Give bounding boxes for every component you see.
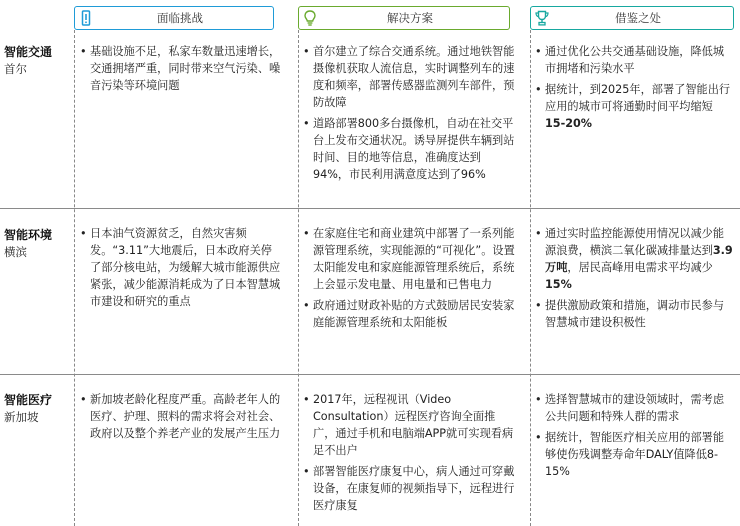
challenges-cell — [80, 225, 282, 314]
list-item: • 基础设施不足，私家车数量迅速增长，交通拥堵严重，同时带来空气污染、噪音污染等环境问题 — [80, 43, 282, 94]
list-item: • 日本油气资源贫乏，自然灾害频发。“3.11”大地震后，日本政府关停了部分核电站，为缓解大城市能源供应紧张，减少能源消耗成为了日本智慧城市建设和研究的重点 — [80, 225, 282, 310]
list-item-text: 选择智慧城市的建设领域时，需考虑公共问题和特殊人群的需求 — [545, 393, 725, 423]
lessons-cell — [535, 391, 733, 484]
list-item-text: 通过优化公共交通基础设施，降低城市拥堵和污染水平 — [545, 45, 725, 75]
row-divider — [0, 208, 740, 209]
row-title: 智能环境 — [4, 228, 53, 242]
row-city: 横滨 — [4, 245, 27, 259]
row-label-smart-transport — [4, 44, 52, 78]
highlight-value: 15-20% — [545, 117, 592, 130]
header-lessons — [530, 6, 734, 30]
lessons-cell — [535, 225, 733, 335]
exclamation-icon — [75, 7, 97, 29]
list-item — [535, 225, 733, 293]
list-item-text: 据统计，智能医疗相关应用的部署能够使伤残调整寿命年DALY值降低8-15% — [545, 431, 725, 478]
header-solutions-label: 解决方案 — [387, 11, 433, 25]
list-item — [535, 391, 733, 425]
challenges-cell — [80, 391, 282, 446]
solutions-cell — [303, 43, 515, 187]
list-item-text: 据统计，到2025年，部署了智能出行应用的城市可将通勤时间平均缩短 — [545, 83, 731, 113]
header-challenges-label: 面临挑战 — [157, 11, 203, 25]
row-city: 新加坡 — [4, 410, 39, 424]
list-item-text: 提供激励政策和措施，调动市民参与智慧城市建设积极性 — [545, 299, 725, 329]
list-item: • 新加坡老龄化程度严重。高龄老年人的医疗、护理、照料的需求将会对社会、政府以及整个养老产业的发展产生压力 — [80, 391, 282, 442]
list-item: • 政府通过财政补贴的方式鼓励居民安装家庭能源管理系统和太阳能板 — [303, 297, 515, 331]
list-item: • 在家庭住宅和商业建筑中部署了一系列能源管理系统，实现能源的“可视化”。设置太阳能发电和家庭能源管理系统后，系统上会显示发电量、用电量和已售电力 — [303, 225, 515, 293]
list-item — [535, 81, 733, 132]
list-item-text: ，居民高峰用电需求平均减少 — [567, 261, 713, 274]
highlight-value: 3.9万吨 — [545, 244, 733, 274]
highlight-value: 15% — [545, 278, 572, 291]
lightbulb-icon — [299, 7, 321, 29]
column-divider — [74, 30, 75, 526]
challenges-cell — [80, 43, 282, 98]
list-item: • 首尔建立了综合交通系统。通过地铁智能摄像机获取人流信息，实时调整列车的速度和频率，部署传感器监测列车部件，预防故障 — [303, 43, 515, 111]
trophy-icon — [531, 7, 553, 29]
column-divider — [530, 30, 531, 526]
list-item — [535, 43, 733, 77]
row-label-smart-environment — [4, 227, 52, 261]
row-title: 智能交通 — [4, 45, 53, 59]
list-item: • 道路部署800多台摄像机，自动在社交平台上发布交通状况。诱导屏提供车辆到站时间、目的地等信息，准确度达到94%，市民利用满意度达到了96% — [303, 115, 515, 183]
header-lessons-label: 借鉴之处 — [615, 11, 661, 25]
row-city: 首尔 — [4, 62, 27, 76]
solutions-cell — [303, 225, 515, 335]
header-solutions — [298, 6, 510, 30]
list-item — [535, 429, 733, 480]
row-title: 智能医疗 — [4, 393, 53, 407]
list-item — [535, 297, 733, 331]
row-divider — [0, 374, 740, 375]
solutions-cell — [303, 391, 515, 518]
row-label-smart-healthcare — [4, 392, 52, 426]
column-divider — [298, 30, 299, 526]
lessons-cell — [535, 43, 733, 136]
list-item: • 部署智能医疗康复中心，病人通过可穿戴设备，在康复师的视频指导下，远程进行医疗康复 — [303, 463, 515, 514]
header-challenges — [74, 6, 274, 30]
list-item-text: 通过实时监控能源使用情况以减少能源浪费，横滨二氧化碳减排量达到 — [545, 227, 725, 257]
list-item: • 2017年，远程视讯（Video Consultation）远程医疗咨询全面推广，通过手机和电脑端APP就可实现看病足不出户 — [303, 391, 515, 459]
